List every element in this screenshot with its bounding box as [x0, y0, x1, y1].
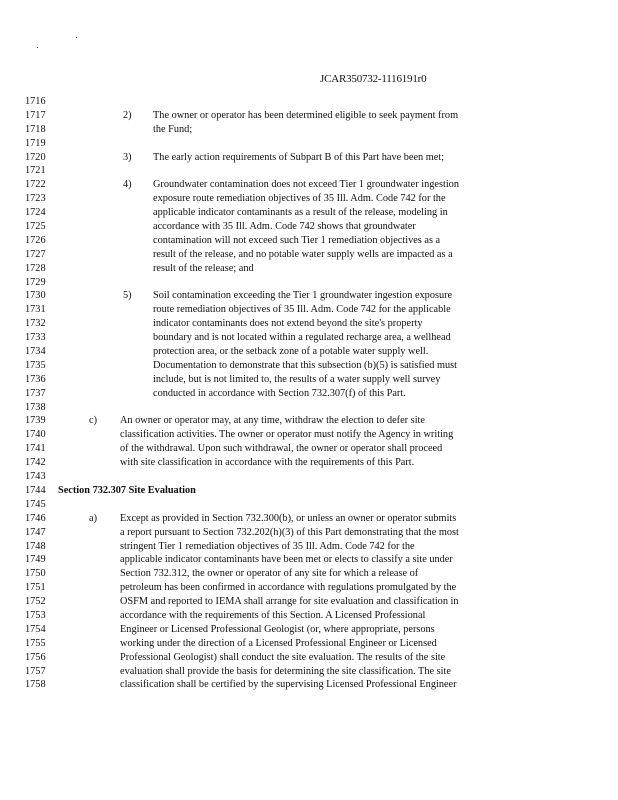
line-number: 1726 — [25, 234, 46, 246]
document-line — [0, 387, 618, 401]
line-number: 1751 — [25, 582, 46, 594]
item-label: 4) — [123, 179, 132, 191]
line-number: 1754 — [25, 623, 46, 635]
line-number: 1728 — [25, 262, 46, 274]
line-number: 1748 — [25, 540, 46, 552]
document-line — [0, 498, 618, 512]
section-heading-line — [0, 484, 618, 498]
line-number: 1731 — [25, 304, 46, 316]
line-text: The owner or operator has been determined eligible to seek payment from — [153, 109, 459, 121]
line-number: 1739 — [25, 415, 46, 427]
document-line — [0, 151, 618, 165]
document-line — [0, 248, 618, 262]
item-label: 2) — [123, 109, 132, 121]
line-number: 1725 — [25, 221, 46, 233]
line-text: exposure route remediation objectives of 35 Ill. Adm. Code 742 for the — [153, 193, 446, 205]
line-number: 1722 — [25, 179, 46, 191]
line-number: 1752 — [25, 596, 46, 608]
line-number: 1737 — [25, 387, 46, 399]
line-text: petroleum has been confirmed in accordance with regulations promulgated by the — [120, 582, 457, 594]
line-text: with site classification in accordance with the requirements of this Part. — [120, 457, 415, 469]
line-number: 1745 — [25, 498, 46, 510]
document-line — [0, 414, 618, 428]
document-line — [0, 540, 618, 554]
line-number: 1727 — [25, 248, 46, 260]
document-line — [0, 345, 618, 359]
document-line — [0, 317, 618, 331]
line-number: 1733 — [25, 332, 46, 344]
line-text: applicable indicator contaminants have been met or elects to classify a site under — [120, 554, 453, 566]
document-id-header: JCAR350732-1116191r0 — [320, 73, 427, 85]
document-line — [0, 331, 618, 345]
document-line — [0, 526, 618, 540]
line-text: indicator contaminants does not extend beyond the site's property — [153, 318, 423, 330]
line-number: 1756 — [25, 651, 46, 663]
item-label: a) — [89, 512, 97, 524]
line-number: 1741 — [25, 443, 46, 455]
document-line — [0, 373, 618, 387]
document-line — [0, 456, 618, 470]
line-number: 1736 — [25, 373, 46, 385]
item-label: 3) — [123, 151, 132, 163]
line-number: 1742 — [25, 457, 46, 469]
line-text: include, but is not limited to, the results of a water supply well survey — [153, 373, 441, 385]
line-text: OSFM and reported to IEMA shall arrange for site evaluation and classification in — [120, 596, 459, 608]
line-text: applicable indicator contaminants as a result of the release, modeling in — [153, 207, 448, 219]
line-text: Engineer or Licensed Professional Geologist (or, where appropriate, persons — [120, 623, 435, 635]
document-line — [0, 623, 618, 637]
line-text: Groundwater contamination does not exceed Tier 1 groundwater ingestion — [153, 179, 459, 191]
document-line — [0, 95, 618, 109]
document-line — [0, 123, 618, 137]
line-number: 1750 — [25, 568, 46, 580]
document-line — [0, 609, 618, 623]
document-line — [0, 109, 618, 123]
document-line — [0, 595, 618, 609]
line-number: 1747 — [25, 526, 46, 538]
line-text: classification shall be certified by the supervising Licensed Professional Engineer — [120, 679, 457, 691]
document-line — [0, 303, 618, 317]
document-line — [0, 567, 618, 581]
document-line — [0, 651, 618, 665]
line-text: accordance with 35 Ill. Adm. Code 742 shows that groundwater — [153, 221, 416, 233]
line-text: classification activities. The owner or operator must notify the Agency in writing — [120, 429, 454, 441]
line-text: An owner or operator may, at any time, withdraw the election to defer site — [120, 415, 425, 427]
line-number: 1757 — [25, 665, 46, 677]
line-number: 1734 — [25, 346, 46, 358]
document-line — [0, 512, 618, 526]
line-number: 1758 — [25, 679, 46, 691]
line-number: 1718 — [25, 123, 46, 135]
line-number: 1723 — [25, 193, 46, 205]
document-body — [0, 95, 618, 692]
line-text: the Fund; — [153, 123, 193, 135]
line-number: 1732 — [25, 318, 46, 330]
document-line — [0, 192, 618, 206]
line-text: boundary and is not located within a regulated recharge area, a wellhead — [153, 332, 451, 344]
line-number: 1743 — [25, 471, 46, 483]
scan-speck — [76, 37, 77, 38]
document-line — [0, 553, 618, 567]
line-text: of the withdrawal. Upon such withdrawal, the owner or operator shall proceed — [120, 443, 443, 455]
line-text: Except as provided in Section 732.300(b), or unless an owner or operator submits — [120, 512, 457, 524]
document-line — [0, 401, 618, 415]
line-text: protection area, or the setback zone of a potable water supply well. — [153, 346, 429, 358]
document-line — [0, 289, 618, 303]
line-number: 1729 — [25, 276, 46, 288]
document-line — [0, 442, 618, 456]
line-number: 1753 — [25, 609, 46, 621]
document-line — [0, 178, 618, 192]
line-text: accordance with the requirements of this Section. A Licensed Professional — [120, 609, 426, 621]
document-line — [0, 678, 618, 692]
line-text: a report pursuant to Section 732.202(h)(3) of this Part demonstrating that the most — [120, 526, 459, 538]
document-line — [0, 220, 618, 234]
item-label: 5) — [123, 290, 132, 302]
line-text: stringent Tier 1 remediation objectives of 35 Ill. Adm. Code 742 for the — [120, 540, 415, 552]
line-text: result of the release; and — [153, 262, 254, 274]
line-number: 1719 — [25, 137, 46, 149]
document-line — [0, 164, 618, 178]
line-text: contamination will not exceed such Tier 1 remediation objectives as a — [153, 234, 441, 246]
line-number: 1744 — [25, 484, 46, 496]
line-number: 1738 — [25, 401, 46, 413]
line-number: 1749 — [25, 554, 46, 566]
document-line — [0, 581, 618, 595]
scan-speck — [37, 47, 38, 48]
line-number: 1755 — [25, 637, 46, 649]
line-number: 1717 — [25, 109, 46, 121]
line-number: 1720 — [25, 151, 46, 163]
section-heading: Section 732.307 Site Evaluation — [58, 484, 196, 496]
line-number: 1746 — [25, 512, 46, 524]
line-text: Soil contamination exceeding the Tier 1 groundwater ingestion exposure — [153, 290, 453, 302]
document-line — [0, 359, 618, 373]
document-line — [0, 428, 618, 442]
line-text: Professional Geologist) shall conduct the site evaluation. The results of the site — [120, 651, 446, 663]
document-line — [0, 262, 618, 276]
line-text: Section 732.312, the owner or operator of any site for which a release of — [120, 568, 419, 580]
line-number: 1716 — [25, 96, 46, 107]
document-line — [0, 276, 618, 290]
line-number: 1724 — [25, 207, 46, 219]
document-line — [0, 637, 618, 651]
document-line — [0, 665, 618, 679]
line-text: result of the release, and no potable water supply wells are impacted as a — [153, 248, 453, 260]
document-line — [0, 206, 618, 220]
line-text: evaluation shall provide the basis for determining the site classification. The site — [120, 665, 451, 677]
line-number: 1721 — [25, 165, 46, 177]
document-line — [0, 137, 618, 151]
document-line — [0, 470, 618, 484]
item-label: c) — [89, 415, 97, 427]
line-number: 1735 — [25, 359, 46, 371]
line-number: 1730 — [25, 290, 46, 302]
line-text: Documentation to demonstrate that this subsection (b)(5) is satisfied must — [153, 359, 457, 371]
line-text: working under the direction of a Licensed Professional Engineer or Licensed — [120, 637, 437, 649]
line-text: The early action requirements of Subpart B of this Part have been met; — [153, 151, 445, 163]
line-text: route remediation objectives of 35 Ill. Adm. Code 742 for the applicable — [153, 304, 451, 316]
line-number: 1740 — [25, 429, 46, 441]
document-line — [0, 234, 618, 248]
line-text: conducted in accordance with Section 732.307(f) of this Part. — [153, 387, 406, 399]
